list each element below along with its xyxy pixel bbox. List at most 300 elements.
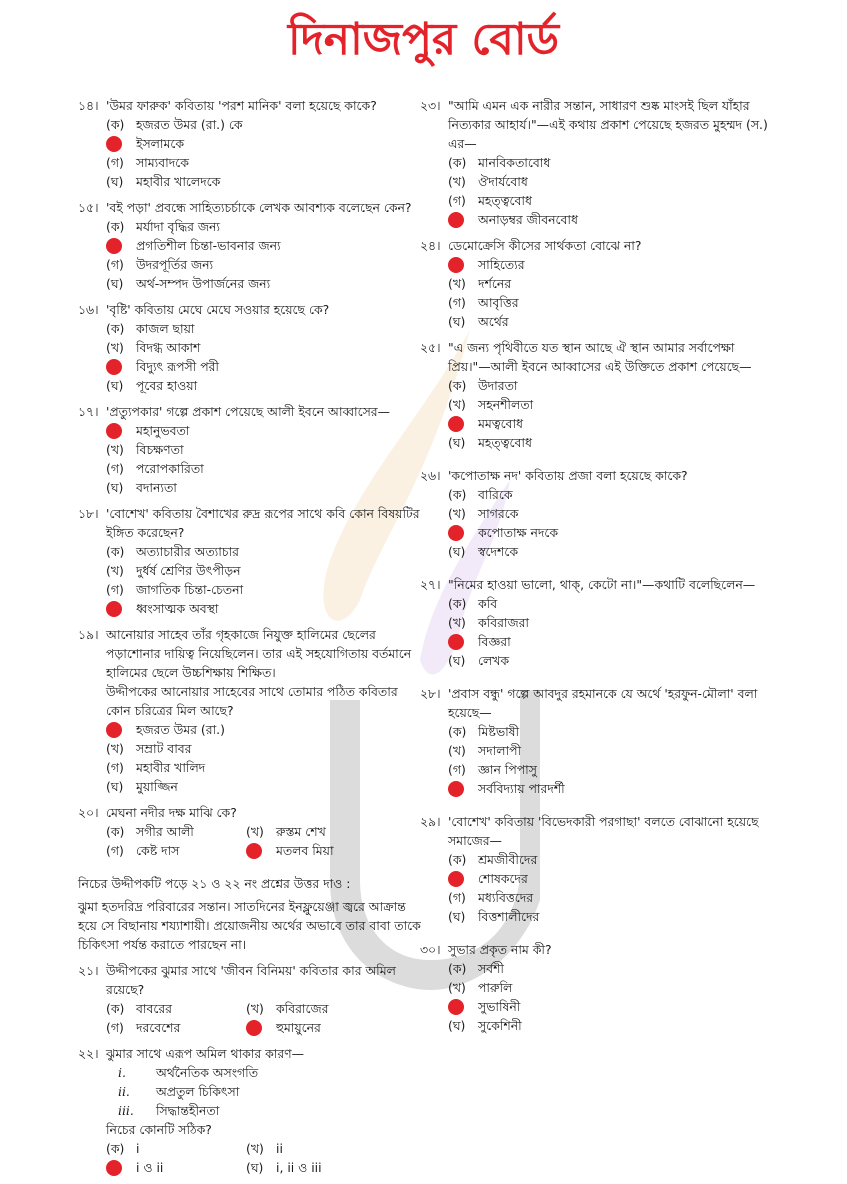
answer-option[interactable]	[420, 191, 780, 210]
answer-option[interactable]	[420, 172, 780, 191]
answer-option[interactable]	[78, 561, 423, 580]
option-text: অত্যাচারীর অত্যাচার	[136, 544, 239, 559]
answer-option[interactable]	[420, 376, 780, 395]
option-marker: (গ)	[106, 461, 124, 476]
option-marker	[106, 1160, 136, 1176]
question-subtext: উদ্দীপকের আনোয়ার সাহেবের সাথে তোমার পঠিত কবিতার কোন চরিত্রের মিল আছে?	[106, 684, 398, 718]
question-q18	[78, 504, 423, 618]
option-text: কবিরাজের	[276, 1001, 329, 1016]
option-text: i	[136, 1141, 140, 1156]
option-marker	[106, 722, 136, 738]
option-text: i ও ii	[136, 1160, 164, 1175]
answer-option[interactable]	[78, 153, 423, 172]
answer-option[interactable]	[78, 478, 423, 497]
option-text: সর্ববিদ্যায় পারদর্শী	[478, 781, 565, 796]
option-marker: (ঘ)	[106, 276, 124, 291]
answer-option[interactable]	[420, 760, 780, 779]
question-stem	[78, 625, 423, 682]
option-text: দর্শনের	[478, 276, 512, 291]
option-marker: (ক)	[448, 487, 467, 502]
question-q23	[420, 96, 780, 229]
option-marker: (ঘ)	[106, 779, 124, 794]
answer-option[interactable]	[78, 421, 423, 440]
answer-option[interactable]	[420, 414, 780, 433]
option-marker	[246, 1020, 276, 1036]
option-text: বিচক্ষণতা	[136, 442, 184, 457]
option-text: ধ্বংসাত্মক অবস্থা	[136, 601, 219, 616]
answer-option[interactable]	[420, 651, 780, 670]
option-marker: (ক)	[448, 155, 467, 170]
option-text: ii	[276, 1141, 283, 1156]
question-q21	[78, 961, 423, 1037]
question-stem	[78, 198, 423, 217]
option-text: সদালাপী	[478, 743, 522, 758]
option-marker	[448, 634, 478, 650]
answer-option[interactable]	[420, 1016, 780, 1035]
answer-option[interactable]	[420, 869, 780, 888]
answer-option[interactable]	[420, 978, 780, 997]
answer-option[interactable]	[78, 338, 423, 357]
question-text: উদ্দীপকের ঝুমার সাথে 'জীবন বিনিময়' কবিতার কার অমিল রয়েছে?	[106, 963, 396, 997]
option-text: স্বদেশকে	[478, 544, 519, 559]
option-marker	[106, 601, 136, 617]
question-text: মেঘনা নদীর দক্ষ মাঝি কে?	[106, 805, 237, 820]
option-text: সাহিত্যের	[478, 257, 525, 272]
option-marker: (ক)	[106, 824, 125, 839]
option-marker: (ঘ)	[448, 544, 466, 559]
option-marker	[448, 257, 478, 273]
answer-option[interactable]	[420, 312, 780, 331]
question-q20	[78, 803, 423, 860]
option-marker: (গ)	[448, 890, 466, 905]
option-text: জাগতিক চিন্তা-চেতনা	[136, 582, 244, 597]
option-marker	[448, 781, 478, 797]
correct-answer-dot	[448, 525, 464, 541]
answer-option[interactable]	[106, 822, 246, 841]
option-marker: (ক)	[106, 321, 125, 336]
option-text: সাম্যবাদকে	[136, 155, 189, 170]
roman-text: অর্থনৈতিক অসংগতি	[156, 1065, 259, 1080]
answer-option[interactable]	[106, 1158, 246, 1177]
correct-answer-dot	[106, 601, 122, 617]
question-stem	[420, 575, 780, 594]
question-number: ২১।	[78, 963, 99, 978]
question-q15	[78, 198, 423, 293]
question-number: ২৩।	[420, 98, 441, 113]
answer-option[interactable]	[420, 210, 780, 229]
option-marker: (খ)	[448, 506, 466, 521]
option-marker	[448, 416, 478, 432]
answer-option[interactable]	[420, 959, 780, 978]
answer-option[interactable]	[420, 722, 780, 741]
option-marker	[448, 525, 478, 541]
option-marker: (খ)	[448, 980, 466, 995]
roman-text: অপ্রতুল চিকিৎসা	[156, 1084, 240, 1099]
option-marker: (ঘ)	[448, 909, 466, 924]
question-number: ১৪।	[78, 98, 99, 113]
answer-option[interactable]	[78, 720, 423, 739]
option-row	[78, 1139, 423, 1158]
option-text: সহনশীলতা	[478, 397, 534, 412]
option-text: কাজল ছায়া	[136, 321, 195, 336]
correct-answer-dot	[106, 722, 122, 738]
option-text: মুয়াজ্জিন	[136, 779, 178, 794]
option-text: অর্থের	[478, 314, 509, 329]
correct-answer-dot	[448, 781, 464, 797]
question-q30	[420, 940, 780, 1035]
passage-instruction: নিচের উদ্দীপকটি পড়ে ২১ ও ২২ নং প্রশ্নের উত্তর দাও :	[78, 876, 351, 891]
option-text: কবি	[478, 596, 498, 611]
option-text: কপোতাক্ষ নদকে	[478, 525, 559, 540]
question-q24	[420, 236, 780, 331]
option-text: বিজ্ঞরা	[478, 634, 511, 649]
option-text: সুকেশিনী	[478, 1018, 522, 1033]
question-number: ২৮।	[420, 686, 441, 701]
option-marker: (গ)	[448, 295, 466, 310]
question-stem	[78, 1044, 423, 1063]
answer-option[interactable]	[246, 1158, 386, 1177]
option-marker: (ঘ)	[106, 480, 124, 495]
answer-option[interactable]	[246, 999, 386, 1018]
stimulus-passage	[78, 874, 423, 954]
answer-option[interactable]	[420, 594, 780, 613]
correct-answer-dot	[448, 416, 464, 432]
option-marker: (ক)	[106, 219, 125, 234]
option-marker: (খ)	[106, 741, 124, 756]
answer-option[interactable]	[78, 274, 423, 293]
option-text: বদান্যতা	[136, 480, 177, 495]
question-q26	[420, 466, 780, 561]
option-marker: (খ)	[106, 563, 124, 578]
option-marker: (ঘ)	[448, 653, 466, 668]
answer-option[interactable]	[420, 255, 780, 274]
question-text: 'বৃষ্টি' কবিতায় মেঘে মেঘে সওয়ার হয়েছে কে?	[106, 302, 330, 317]
answer-option[interactable]	[246, 841, 386, 860]
option-text: হুমায়ুনের	[276, 1020, 321, 1035]
question-text: 'বোশেখ' কবিতায় বৈশাখের রুদ্র রূপের সাথে কবি কোন বিষয়টির ইঙ্গিত করেছেন?	[106, 506, 420, 540]
option-text: পারুলি	[478, 980, 513, 995]
option-marker: (খ)	[448, 397, 466, 412]
question-stem	[78, 803, 423, 822]
answer-option[interactable]	[78, 440, 423, 459]
option-marker: (ঘ)	[448, 314, 466, 329]
option-text: প্রগতিশীল চিন্তা-ভাবনার জন্য	[136, 238, 281, 253]
answer-option[interactable]	[78, 777, 423, 796]
option-text: রুস্তম শেখ	[276, 824, 326, 839]
answer-option[interactable]	[106, 1018, 246, 1037]
passage-text: ঝুমা হতদরিদ্র পরিবারের সন্তান। সাতদিনের ইনফ্লুয়েঞ্জা জ্বরে আক্রান্ত হয়ে সে বিছানায় শয্যাশায়ী। প্রয়োজনীয় অর্থের অভাবে তার বাবা তাকে চিকিৎসা পর্যন্ত করাতে পারছেন না।	[78, 899, 421, 952]
option-text: ঔদার্যবোধ	[478, 174, 528, 189]
question-number: ১৫।	[78, 200, 99, 215]
option-text: ইসলামকে	[136, 136, 184, 151]
option-text: জ্ঞান পিপাসু	[478, 762, 537, 777]
option-text: মিষ্টভাষী	[478, 724, 520, 739]
answer-option[interactable]	[420, 433, 780, 452]
option-marker: (খ)	[246, 1001, 264, 1016]
answer-option[interactable]	[420, 741, 780, 760]
question-q27	[420, 575, 780, 670]
answer-option[interactable]	[106, 841, 246, 860]
option-text: উদরপূর্তির জন্য	[136, 257, 214, 272]
option-marker	[448, 999, 478, 1015]
board-title: দিনাজপুর বোর্ড	[288, 14, 559, 65]
option-text: মমত্ববোধ	[478, 416, 523, 431]
option-text: বারিকে	[478, 487, 513, 502]
option-text: মহানুভবতা	[136, 423, 190, 438]
question-text: ডেমোক্রেসি কীসের সার্থকতা বোঝে না?	[448, 238, 642, 253]
option-marker: (গ)	[106, 843, 124, 858]
option-row	[78, 841, 423, 860]
option-text: মহাবীর খালেদকে	[136, 174, 221, 189]
roman-text: সিদ্ধান্তহীনতা	[156, 1103, 220, 1118]
option-marker: (ঘ)	[106, 174, 124, 189]
option-marker: (খ)	[246, 1141, 264, 1156]
correct-answer-dot	[448, 634, 464, 650]
option-text: বিদ্যুৎ রূপসী পরী	[136, 359, 219, 374]
option-marker	[106, 136, 136, 152]
option-marker	[106, 238, 136, 254]
answer-option[interactable]	[78, 319, 423, 338]
question-number: ২২।	[78, 1046, 99, 1061]
correct-answer-dot	[448, 999, 464, 1015]
option-text: সম্রাট বাবর	[136, 741, 192, 756]
option-marker: (খ)	[448, 743, 466, 758]
question-text: "এ জন্য পৃথিবীতে যত স্থান আছে ঐ স্থান আমার সর্বাপেক্ষা প্রিয়।"—আলী ইবনে আব্বাসের এই উক্তিতে প্রকাশ পেয়েছে—	[448, 340, 752, 374]
answer-option[interactable]	[420, 395, 780, 414]
answer-option[interactable]	[78, 255, 423, 274]
option-marker: (ঘ)	[448, 1018, 466, 1033]
option-marker	[448, 212, 478, 228]
option-marker: (গ)	[448, 193, 466, 208]
option-marker: (ক)	[106, 544, 125, 559]
answer-option[interactable]	[420, 485, 780, 504]
answer-option[interactable]	[78, 542, 423, 561]
correct-answer-dot	[246, 843, 262, 859]
question-number: ২৭।	[420, 577, 441, 592]
question-text: "আমি এমন এক নারীর সন্তান, সাধারণ শুষ্ক মাংসই ছিল যাঁহার নিত্যকার আহার্য।"—এই কথায় প্রকাশ পেয়েছে হজরত মুহম্মদ (স.) এর—	[448, 98, 768, 151]
question-stem	[420, 96, 780, 153]
option-text: বাবরের	[136, 1001, 172, 1016]
answer-option[interactable]	[420, 850, 780, 869]
option-marker: (খ)	[448, 615, 466, 630]
question-number: ২৫।	[420, 340, 441, 355]
option-marker: (ঘ)	[448, 435, 466, 450]
option-row	[78, 1018, 423, 1037]
roman-item	[78, 1063, 423, 1082]
option-text: উদারতা	[478, 378, 518, 393]
option-text: পরোপকারিতা	[136, 461, 204, 476]
option-marker: (গ)	[106, 155, 124, 170]
option-text: মহত্ত্ববোধ	[478, 193, 532, 208]
question-stem	[420, 466, 780, 485]
answer-option[interactable]	[78, 376, 423, 395]
right-column	[420, 96, 780, 1049]
correct-answer-dot	[106, 136, 122, 152]
option-text: সর্বশী	[478, 961, 504, 976]
question-stem	[78, 300, 423, 319]
question-stem	[78, 504, 423, 542]
answer-option[interactable]	[420, 632, 780, 651]
answer-option[interactable]	[246, 1018, 386, 1037]
answer-option[interactable]	[420, 504, 780, 523]
answer-option[interactable]	[420, 779, 780, 798]
option-marker: (ক)	[106, 1001, 125, 1016]
option-marker: (ক)	[106, 117, 125, 132]
option-marker	[246, 843, 276, 859]
question-q19	[78, 625, 423, 796]
question-text: "নিমের হাওয়া ভালো, থাক্‌, কেটো না।"—কথাটি বলেছিলেন—	[448, 577, 756, 592]
option-marker: (ঘ)	[246, 1160, 264, 1175]
answer-option[interactable]	[78, 459, 423, 478]
question-q17	[78, 402, 423, 497]
option-marker: (গ)	[106, 760, 124, 775]
question-text: আনোয়ার সাহেব তাঁর গৃহকাজে নিযুক্ত হালিমের ছেলের পড়াশোনার দায়িত্ব নিয়েছিলেন। তার এই সহযোগিতায় বর্তমানে হালিমের ছেলে উচ্চশিক্ষায় শিক্ষিত।	[106, 627, 412, 680]
option-text: আবৃত্তির	[478, 295, 519, 310]
correct-answer-dot	[106, 359, 122, 375]
question-stem	[78, 961, 423, 999]
option-text: অনাড়ম্বর জীবনবোধ	[478, 212, 578, 227]
question-q22	[78, 1044, 423, 1177]
roman-item	[78, 1082, 423, 1101]
option-marker: (ক)	[448, 724, 467, 739]
answer-option[interactable]	[420, 888, 780, 907]
question-text: ঝুমার সাথে এরূপ অমিল থাকার কারণ—	[106, 1046, 305, 1061]
option-marker	[448, 871, 478, 887]
answer-option[interactable]	[78, 599, 423, 618]
answer-option[interactable]	[246, 1139, 386, 1158]
answer-option[interactable]	[420, 542, 780, 561]
correct-answer-dot	[448, 257, 464, 273]
correct-answer-dot	[106, 1160, 122, 1176]
question-number: ২৪।	[420, 238, 441, 253]
question-q29	[420, 812, 780, 926]
option-marker: (খ)	[246, 824, 264, 839]
option-text: দরবেশের	[136, 1020, 181, 1035]
answer-option[interactable]	[420, 274, 780, 293]
correct-answer-dot	[448, 212, 464, 228]
answer-option[interactable]	[420, 907, 780, 926]
roman-numeral: i.	[118, 1065, 126, 1080]
option-text: মতলব মিয়া	[276, 843, 334, 858]
option-text: মর্যাদা বৃদ্ধির জন্য	[136, 219, 221, 234]
question-text: 'বোশেখ' কবিতায় 'বিভেদকারী পরগাছা' বলতে বোঝানো হয়েছে সমাজের—	[448, 814, 759, 848]
question-text: 'প্রত্যুপকার' গল্পে প্রকাশ পেয়েছে আলী ইবনে আব্বাসের—	[106, 404, 390, 419]
question-stem	[420, 812, 780, 850]
option-row	[78, 1158, 423, 1177]
question-text: 'বই পড়া' প্রবন্ধে সাহিত্যচর্চাকে লেখক আবশ্যক বলেছেন কেন?	[106, 200, 412, 215]
answer-option[interactable]	[420, 613, 780, 632]
correct-answer-dot	[246, 1020, 262, 1036]
question-number: ১৬।	[78, 302, 99, 317]
option-row	[78, 822, 423, 841]
option-marker: (গ)	[106, 582, 124, 597]
option-text: লেখক	[478, 653, 510, 668]
question-number: ১৮।	[78, 506, 99, 521]
answer-option[interactable]	[78, 236, 423, 255]
question-number: ৩০।	[420, 942, 441, 957]
question-number: ২০।	[78, 805, 99, 820]
option-marker: (ঘ)	[106, 378, 124, 393]
roman-numeral: ii.	[118, 1084, 130, 1099]
option-row	[78, 999, 423, 1018]
option-text: i, ii ও iii	[276, 1160, 322, 1175]
answer-option[interactable]	[420, 153, 780, 172]
option-text: সাগরকে	[478, 506, 519, 521]
question-subtext: নিচের কোনটি সঠিক?	[106, 1122, 212, 1137]
option-marker	[106, 359, 136, 375]
option-text: বিদগ্ধ আকাশ	[136, 340, 201, 355]
answer-option[interactable]	[420, 997, 780, 1016]
option-text: হজরত উমর (রা.) কে	[136, 117, 243, 132]
option-text: মধ্যবিত্তদের	[478, 890, 534, 905]
option-text: মহত্ত্ববোধ	[478, 435, 532, 450]
option-marker: (গ)	[448, 762, 466, 777]
option-text: শ্রমজীবীদের	[478, 852, 538, 867]
option-marker: (খ)	[106, 340, 124, 355]
question-q16	[78, 300, 423, 395]
answer-option[interactable]	[78, 758, 423, 777]
question-stem	[420, 338, 780, 376]
correct-answer-dot	[106, 423, 122, 439]
option-text: সগীর আলী	[136, 824, 194, 839]
answer-option[interactable]	[78, 115, 423, 134]
question-text: 'কপোতাক্ষ নদ' কবিতায় প্রজা বলা হয়েছে কাকে?	[448, 468, 688, 483]
option-text: পূবের হাওয়া	[136, 378, 198, 393]
option-text: মহাবীর খালিদ	[136, 760, 206, 775]
option-text: দুর্ধর্ষ শ্রেণির উৎপীড়ন	[136, 563, 241, 578]
roman-numeral: iii.	[118, 1103, 134, 1118]
option-text: হজরত উমর (রা.)	[136, 722, 225, 737]
answer-option[interactable]	[78, 357, 423, 376]
question-number: ১৭।	[78, 404, 99, 419]
question-stem	[420, 940, 780, 959]
answer-option[interactable]	[78, 739, 423, 758]
answer-option[interactable]	[78, 580, 423, 599]
option-text: বিত্তশালীদের	[478, 909, 540, 924]
question-stem	[78, 402, 423, 421]
answer-option[interactable]	[420, 293, 780, 312]
option-marker: (ক)	[448, 378, 467, 393]
question-text: 'প্রবাস বন্ধু' গল্পে আবদুর রহমানকে যে অর্থে 'হরফুন-মৌলা' বলা হয়েছে—	[448, 686, 758, 720]
option-marker: (ক)	[106, 1141, 125, 1156]
option-text: কবিরাজরা	[478, 615, 530, 630]
question-stem	[78, 96, 423, 115]
option-marker: (গ)	[106, 1020, 124, 1035]
question-stem	[420, 684, 780, 722]
option-marker	[106, 423, 136, 439]
option-text: শোষকদের	[478, 871, 528, 886]
answer-option[interactable]	[78, 217, 423, 236]
answer-option[interactable]	[106, 999, 246, 1018]
answer-option[interactable]	[106, 1139, 246, 1158]
correct-answer-dot	[448, 871, 464, 887]
option-marker: (খ)	[448, 276, 466, 291]
correct-answer-dot	[106, 238, 122, 254]
answer-option[interactable]	[420, 523, 780, 542]
question-number: ১৯।	[78, 627, 99, 642]
answer-option[interactable]	[246, 822, 386, 841]
answer-option[interactable]	[78, 172, 423, 191]
option-text: মানবিকতাবোধ	[478, 155, 551, 170]
roman-item	[78, 1101, 423, 1120]
left-column	[78, 96, 423, 1184]
question-number: ২৬।	[420, 468, 441, 483]
question-stem	[420, 236, 780, 255]
question-q28	[420, 684, 780, 798]
option-marker: (খ)	[448, 174, 466, 189]
answer-option[interactable]	[78, 134, 423, 153]
option-marker: (গ)	[106, 257, 124, 272]
